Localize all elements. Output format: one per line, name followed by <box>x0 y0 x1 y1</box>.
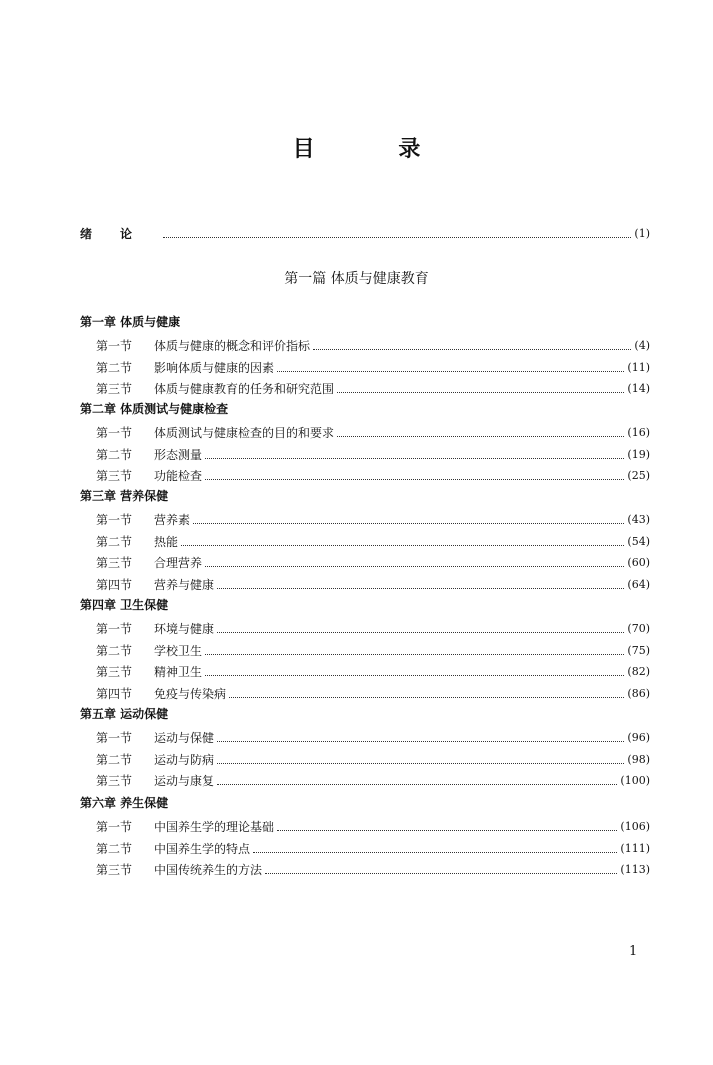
toc-entry-section[interactable] <box>96 771 650 791</box>
section-page: (82) <box>627 665 650 679</box>
section-title: 环境与健康 <box>154 622 215 636</box>
toc-entry-section[interactable] <box>96 839 650 859</box>
section-page: (113) <box>620 863 650 877</box>
section-title: 免疫与传染病 <box>154 687 227 702</box>
part-heading: 第一篇 体质与健康教育 <box>284 271 429 287</box>
section-page: (16) <box>627 426 650 439</box>
chapter-heading[interactable]: 第四章 卫生保健 <box>80 598 169 612</box>
dot-leader <box>337 391 624 393</box>
section-page: (106) <box>620 820 650 833</box>
dot-leader <box>229 696 624 698</box>
section-title: 体质与健康教育的任务和研究范围 <box>154 382 335 397</box>
section-number: 第三节 <box>96 556 133 571</box>
toc-entry-section[interactable] <box>96 445 650 465</box>
toc-entry-section[interactable] <box>96 553 650 573</box>
dot-leader <box>217 631 624 633</box>
toc-entry-section[interactable] <box>96 662 650 682</box>
section-title: 体质测试与健康检查的目的和要求 <box>154 426 335 440</box>
page-title: 目 录 <box>292 136 459 162</box>
toc-entry-section[interactable] <box>96 817 650 837</box>
dot-leader <box>253 851 617 853</box>
section-title: 营养素 <box>154 513 191 527</box>
section-number: 第二节 <box>96 534 133 549</box>
section-page: (4) <box>634 339 650 352</box>
section-page: (43) <box>627 513 650 526</box>
dot-leader <box>205 565 624 567</box>
section-page: (75) <box>627 643 650 657</box>
dot-leader <box>217 783 617 785</box>
section-page: (64) <box>627 578 650 592</box>
toc-entry-section[interactable] <box>96 684 650 704</box>
chapter-heading[interactable]: 第六章 养生保健 <box>80 796 169 810</box>
section-title: 中国养生学的理论基础 <box>154 820 275 834</box>
toc-entry-section[interactable] <box>96 510 650 530</box>
dot-leader <box>163 236 631 238</box>
dot-leader <box>205 478 624 480</box>
section-number: 第二节 <box>96 643 133 658</box>
toc-entry-section[interactable] <box>96 532 650 552</box>
section-number: 第一节 <box>96 622 133 636</box>
section-number: 第二节 <box>96 360 133 375</box>
toc-entry-section[interactable] <box>96 619 650 639</box>
section-title: 功能检查 <box>154 469 203 484</box>
section-page: (98) <box>627 752 650 766</box>
toc-entry-label: 绪论 <box>80 227 161 241</box>
section-page: (60) <box>627 556 650 570</box>
section-number: 第三节 <box>96 469 133 484</box>
dot-leader <box>313 348 631 350</box>
toc-entry-section[interactable] <box>96 423 650 443</box>
section-page: (19) <box>627 447 650 461</box>
section-number: 第一节 <box>96 731 133 745</box>
toc-entry-section[interactable] <box>96 641 650 661</box>
toc-entry-section[interactable] <box>96 575 650 595</box>
dot-leader <box>205 653 624 655</box>
dot-leader <box>205 674 624 676</box>
section-page: (111) <box>620 841 650 855</box>
section-number: 第三节 <box>96 382 133 397</box>
toc-entry-section[interactable] <box>96 358 650 378</box>
toc-entry-intro[interactable] <box>80 224 650 244</box>
section-page: (11) <box>627 360 650 374</box>
section-title: 中国传统养生的方法 <box>154 863 263 878</box>
dot-leader <box>277 829 617 831</box>
section-page: (96) <box>627 731 650 744</box>
section-number: 第二节 <box>96 447 133 462</box>
dot-leader <box>193 522 624 524</box>
toc-entry-page: (1) <box>634 227 650 240</box>
section-title: 合理营养 <box>154 556 203 571</box>
section-title: 热能 <box>154 534 179 549</box>
page-number: 1 <box>629 944 638 959</box>
section-title: 精神卫生 <box>154 665 203 680</box>
section-title: 学校卫生 <box>154 643 203 658</box>
section-title: 运动与保健 <box>154 731 215 745</box>
section-page: (70) <box>627 622 650 635</box>
chapter-heading[interactable]: 第一章 体质与健康 <box>80 315 181 329</box>
dot-leader <box>217 762 624 764</box>
section-page: (100) <box>620 774 650 788</box>
section-page: (86) <box>627 687 650 701</box>
section-title: 运动与防病 <box>154 752 215 767</box>
dot-leader <box>265 872 617 874</box>
toc-entry-section[interactable] <box>96 750 650 770</box>
section-number: 第四节 <box>96 578 133 593</box>
section-number: 第四节 <box>96 687 133 702</box>
toc-entry-section[interactable] <box>96 336 650 356</box>
toc-entry-section[interactable] <box>96 728 650 748</box>
section-number: 第三节 <box>96 774 133 789</box>
section-number: 第二节 <box>96 841 133 856</box>
toc-entry-section[interactable] <box>96 860 650 880</box>
dot-leader <box>337 435 624 437</box>
dot-leader <box>217 740 624 742</box>
section-title: 形态测量 <box>154 447 203 462</box>
chapter-heading[interactable]: 第二章 体质测试与健康检查 <box>80 402 229 416</box>
section-title: 体质与健康的概念和评价指标 <box>154 339 311 353</box>
section-number: 第三节 <box>96 863 133 878</box>
chapter-heading[interactable]: 第三章 营养保健 <box>80 489 169 503</box>
section-number: 第一节 <box>96 513 133 527</box>
section-number: 第二节 <box>96 752 133 767</box>
section-title: 营养与健康 <box>154 578 215 593</box>
section-page: (14) <box>627 382 650 396</box>
section-page: (25) <box>627 469 650 483</box>
section-title: 运动与康复 <box>154 774 215 789</box>
dot-leader <box>217 587 624 589</box>
toc-entry-section[interactable] <box>96 466 650 486</box>
section-number: 第三节 <box>96 665 133 680</box>
dot-leader <box>205 457 624 459</box>
toc-entry-section[interactable] <box>96 379 650 399</box>
section-title: 影响体质与健康的因素 <box>154 360 275 375</box>
section-number: 第一节 <box>96 820 133 834</box>
section-number: 第一节 <box>96 339 133 353</box>
section-number: 第一节 <box>96 426 133 440</box>
section-title: 中国养生学的特点 <box>154 841 251 856</box>
chapter-heading[interactable]: 第五章 运动保健 <box>80 707 169 721</box>
dot-leader <box>277 370 624 372</box>
dot-leader <box>181 544 624 546</box>
section-page: (54) <box>627 534 650 548</box>
